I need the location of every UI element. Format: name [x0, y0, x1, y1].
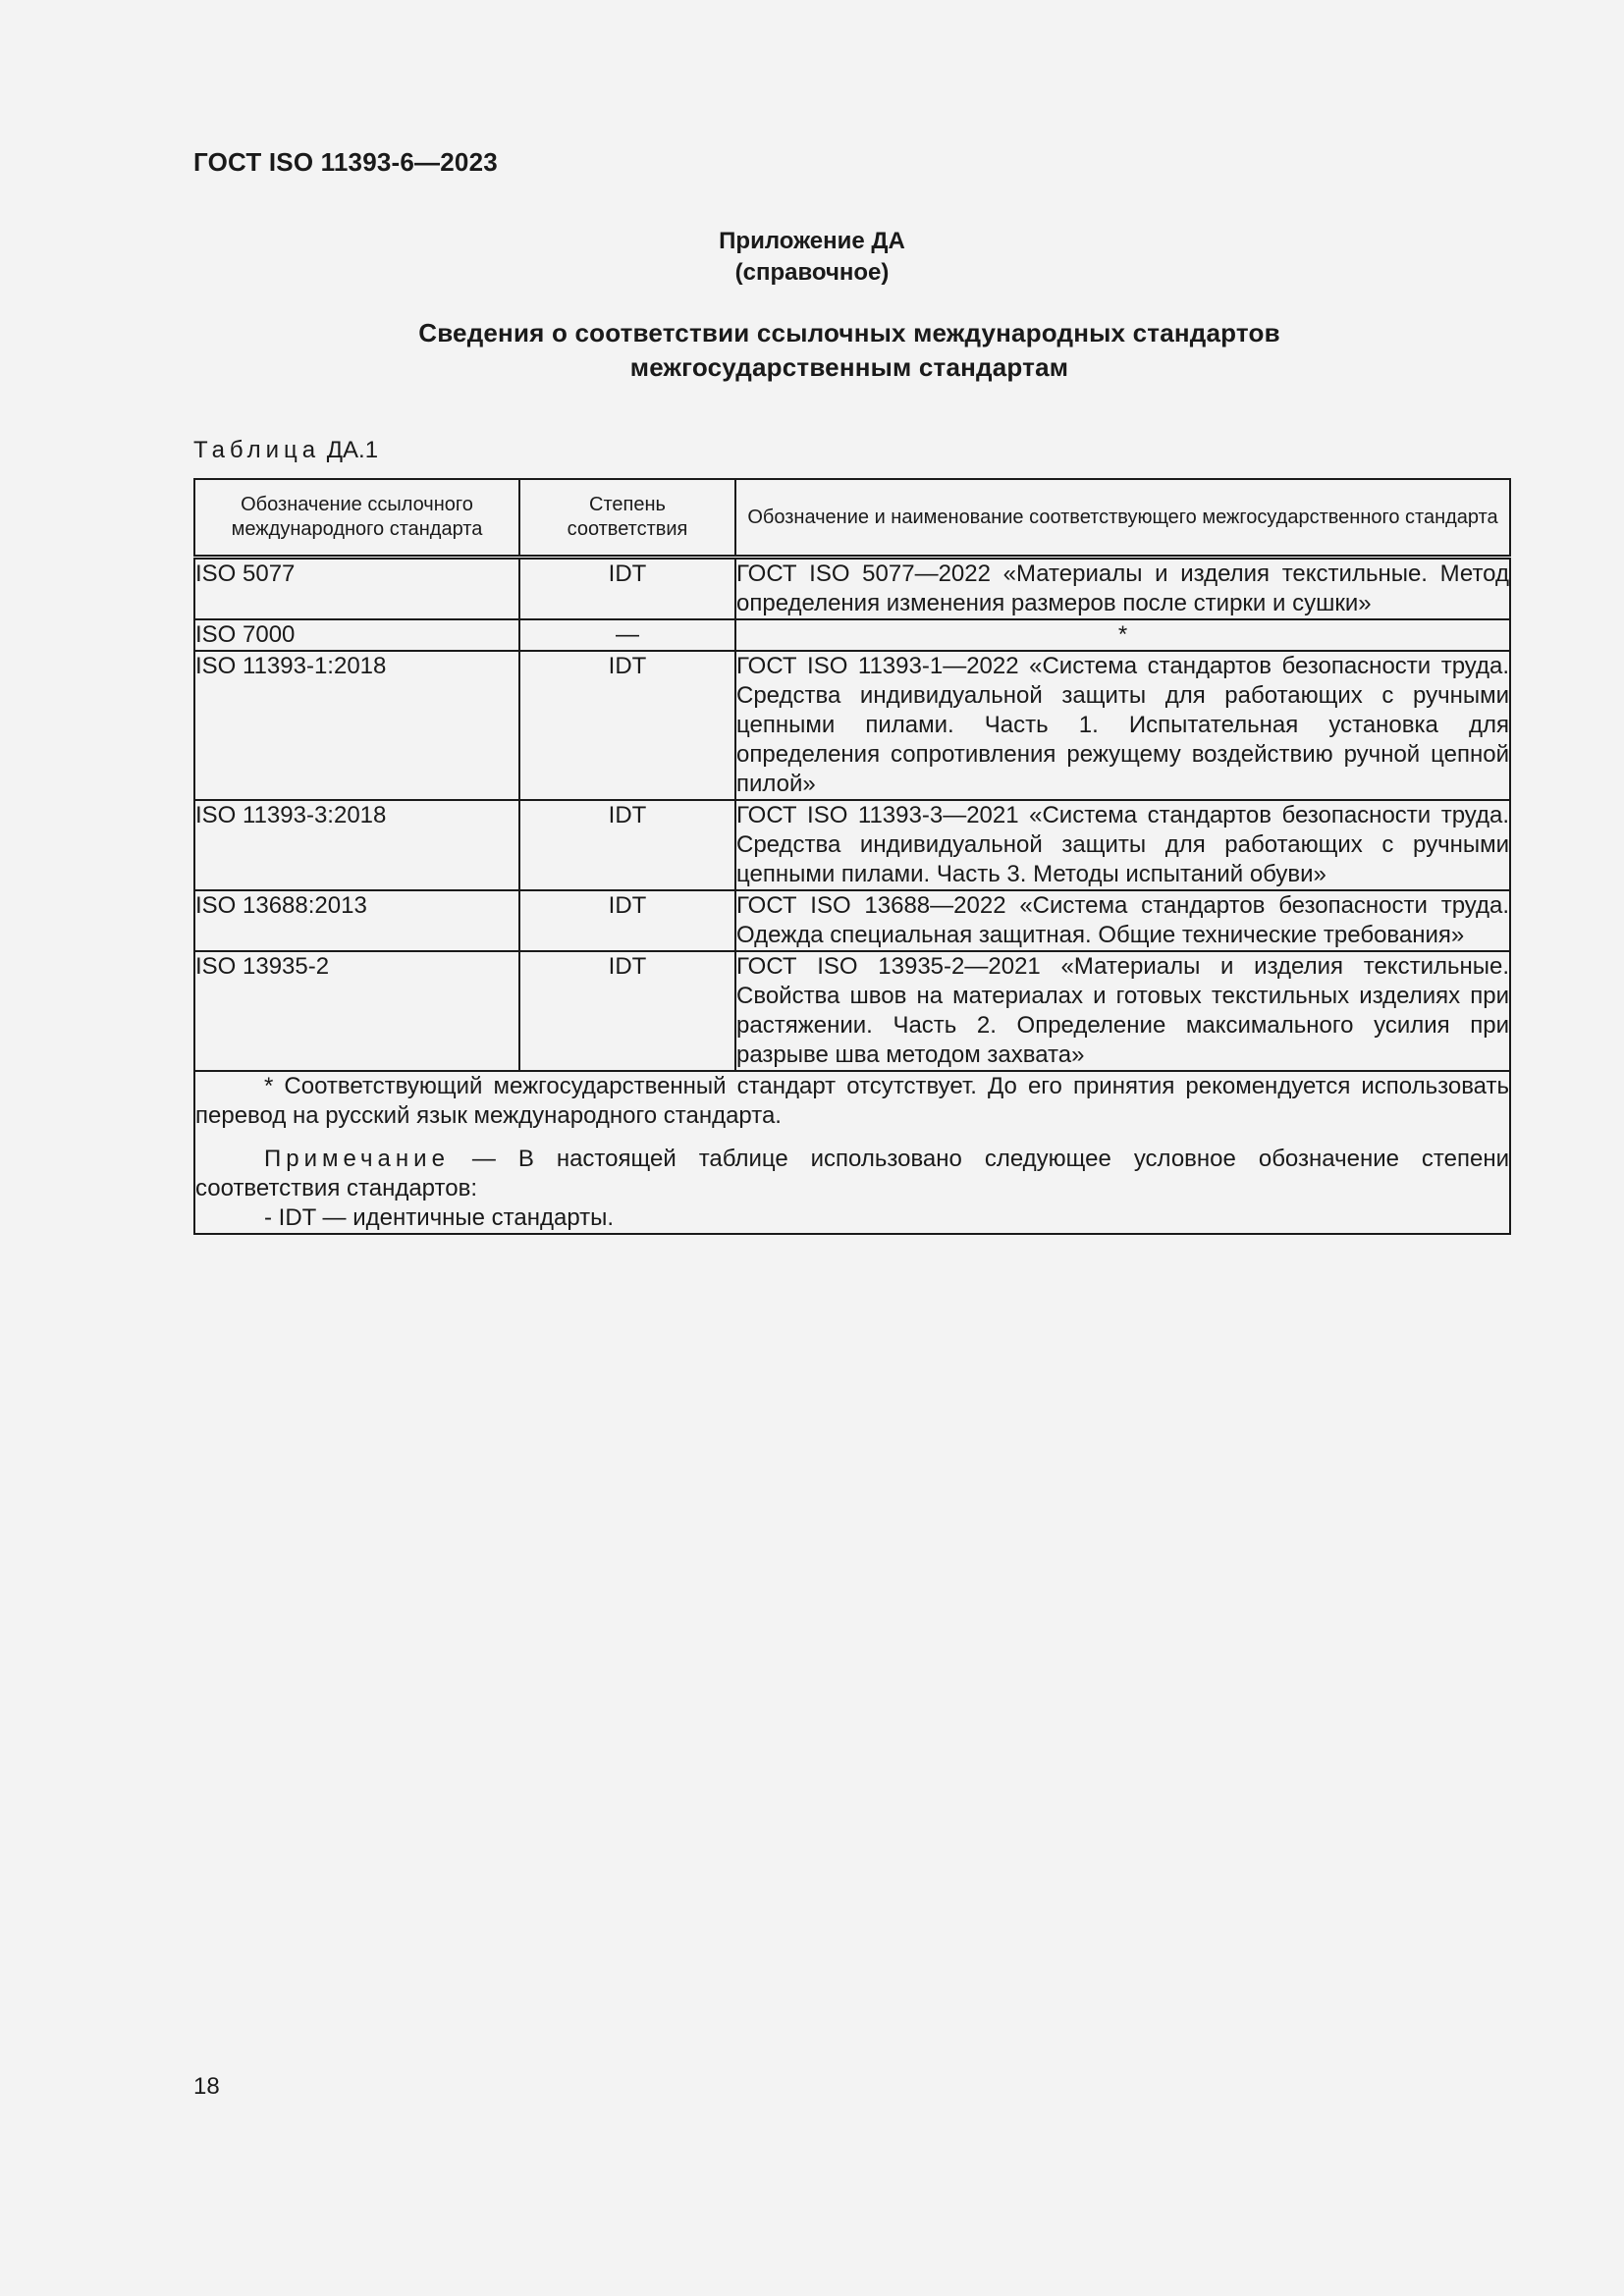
standards-correspondence-table: [193, 478, 1511, 1235]
section-title-line-2: межгосударственным стандартам: [629, 352, 1069, 382]
iso-standard-cell: ISO 11393-1:2018: [194, 651, 519, 800]
table-row: [194, 890, 1510, 951]
column-header-gost: Обозначение и наименование соответствующего межгосударственного стандарта: [735, 479, 1510, 558]
section-title: [0, 316, 1624, 385]
gost-standard-cell: ГОСТ ISO 11393-3—2021 «Система стандартов безопасности труда. Средства индивидуальной защиты для работающих с ручными цепными пилами. Часть 3. Методы испытаний обуви»: [735, 800, 1510, 890]
table-row: [194, 651, 1510, 800]
table-note: [195, 1145, 1509, 1203]
iso-standard-cell: ISO 11393-3:2018: [194, 800, 519, 890]
column-header-degree: Степень соответствия: [519, 479, 735, 558]
gost-standard-cell: ГОСТ ISO 5077—2022 «Материалы и изделия текстильные. Метод определения изменения размеров после стирки и сушки»: [735, 558, 1510, 620]
iso-standard-cell: ISO 13935-2: [194, 951, 519, 1071]
document-code-header: ГОСТ ISO 11393-6—2023: [193, 147, 498, 177]
degree-cell: IDT: [519, 558, 735, 620]
table-header-row: [194, 479, 1510, 558]
iso-standard-cell: ISO 7000: [194, 619, 519, 651]
section-title-line-1: Сведения о соответствии ссылочных международных стандартов: [418, 318, 1280, 347]
degree-cell: IDT: [519, 800, 735, 890]
note-label: Примечание: [264, 1146, 450, 1172]
table-row: [194, 619, 1510, 651]
degree-cell: IDT: [519, 951, 735, 1071]
appendix-heading: [0, 226, 1624, 289]
iso-standard-cell: ISO 13688:2013: [194, 890, 519, 951]
column-header-iso: Обозначение ссылочного международного стандарта: [194, 479, 519, 558]
table-caption-number: ДА.1: [326, 437, 379, 463]
gost-standard-cell: ГОСТ ISO 11393-1—2022 «Система стандартов безопасности труда. Средства индивидуальной защиты для работающих с ручными цепными пилами. Часть 1. Испытательная установка для определения сопротивления режущему воздействию ручной цепной пилой»: [735, 651, 1510, 800]
degree-cell: —: [519, 619, 735, 651]
table-caption: [193, 437, 378, 464]
gost-standard-cell: ГОСТ ISO 13688—2022 «Система стандартов безопасности труда. Одежда специальная защитная. Общие технические требования»: [735, 890, 1510, 951]
table-row: [194, 558, 1510, 620]
note-list-item: - IDT — идентичные стандарты.: [264, 1204, 615, 1231]
degree-cell: IDT: [519, 890, 735, 951]
table-notes-row: [194, 1071, 1510, 1234]
table-caption-word: Таблица: [193, 437, 321, 463]
table-row: [194, 800, 1510, 890]
table-footnote: * Соответствующий межгосударственный стандарт отсутствует. До его принятия рекомендуется использовать перевод на русский язык международного стандарта.: [195, 1073, 1509, 1129]
page-number: 18: [193, 2073, 220, 2100]
gost-standard-cell: ГОСТ ISO 13935-2—2021 «Материалы и изделия текстильные. Свойства швов на материалах и готовых текстильных изделиях при растяжении. Часть 2. Определение максимального усилия при разрыве шва методом захвата»: [735, 951, 1510, 1071]
note-text: — В настоящей таблице использовано следующее условное обозначение степени соответствия стандартов:: [195, 1146, 1509, 1201]
appendix-subtitle: (справочное): [734, 259, 890, 286]
table-row: [194, 951, 1510, 1071]
degree-cell: IDT: [519, 651, 735, 800]
table-notes-cell: [194, 1071, 1510, 1234]
appendix-title: Приложение ДА: [719, 228, 905, 254]
iso-standard-cell: ISO 5077: [194, 558, 519, 620]
gost-standard-cell: *: [735, 619, 1510, 651]
